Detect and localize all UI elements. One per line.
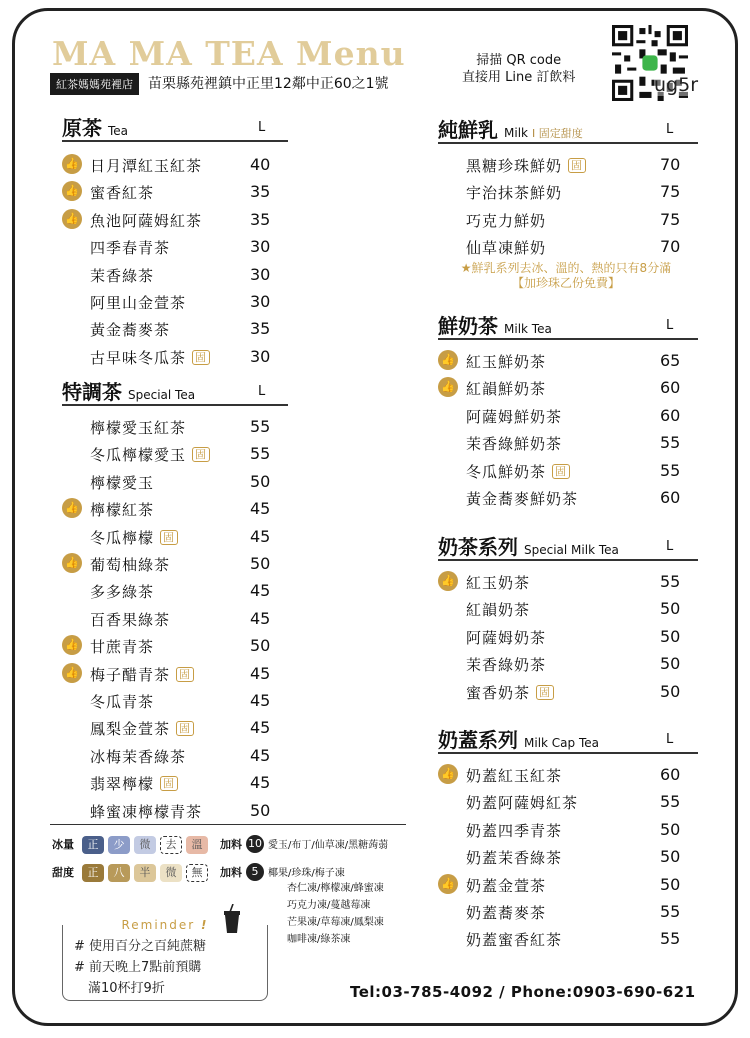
item-name-text: 蜂蜜凍檸檬青茶 bbox=[90, 802, 203, 821]
reminder-line-2: # 前天晚上7點前預購 bbox=[74, 960, 202, 975]
menu-item[interactable] bbox=[62, 468, 288, 495]
item-price: 50 bbox=[660, 681, 681, 701]
addon-items-5-line-3: 芒果凍/草莓凍/鳳梨凍 bbox=[287, 917, 384, 928]
item-name-text: 茉香綠鮮奶茶 bbox=[466, 435, 563, 454]
item-name-text: 奶蓋蜜香紅茶 bbox=[466, 931, 563, 950]
item-price: 65 bbox=[660, 351, 681, 370]
reminder-line-3: 滿10杯打9折 bbox=[88, 981, 165, 996]
sugar-chip[interactable]: 無 bbox=[186, 864, 208, 882]
item-price: 50 bbox=[660, 626, 681, 646]
hot-available-badge: 固 bbox=[192, 350, 210, 365]
item-price: 50 bbox=[250, 636, 271, 656]
sugar-label: 甜度 bbox=[52, 865, 74, 879]
item-price: 45 bbox=[250, 691, 271, 710]
menu-item[interactable] bbox=[62, 660, 288, 687]
item-name bbox=[466, 572, 530, 593]
item-name-text: 紅韻奶茶 bbox=[466, 601, 531, 620]
thumbs-up-icon: 👍 bbox=[62, 209, 82, 229]
item-name-text: 阿薩姆鮮奶茶 bbox=[466, 407, 563, 426]
menu-item[interactable] bbox=[438, 871, 698, 898]
item-price: 45 bbox=[250, 499, 271, 519]
section-subtitle: Special Tea bbox=[128, 388, 196, 402]
addon-price-5: 5 bbox=[246, 863, 264, 881]
addon-items-5 bbox=[287, 880, 384, 948]
item-name-text: 紅玉鮮奶茶 bbox=[466, 353, 547, 371]
item-price: 60 bbox=[660, 378, 681, 398]
thumbs-up-icon: 👍 bbox=[62, 154, 82, 174]
hot-available-badge: 固 bbox=[160, 776, 178, 791]
item-price: 55 bbox=[250, 417, 271, 436]
item-name bbox=[90, 347, 210, 368]
section-subtitle: Milk Cap Tea bbox=[524, 736, 599, 750]
qr-instructions bbox=[462, 52, 575, 86]
ice-chip[interactable]: 正 bbox=[82, 836, 104, 854]
section-title: 純鮮乳 bbox=[438, 118, 498, 142]
thumbs-up-icon: 👍 bbox=[62, 181, 82, 201]
item-name bbox=[90, 691, 154, 712]
menu-item[interactable] bbox=[438, 788, 698, 815]
item-price: 45 bbox=[250, 773, 271, 793]
menu-item[interactable] bbox=[62, 769, 288, 796]
item-price: 30 bbox=[250, 264, 271, 284]
hot-available-badge: 固 bbox=[176, 721, 194, 736]
item-name-text: 蜜香紅茶 bbox=[90, 184, 155, 203]
fresh-milk-note-line-1: ★鮮乳系列去冰、溫的、熱的只有8分滿 bbox=[460, 261, 672, 275]
item-price: 50 bbox=[250, 471, 271, 491]
item-name bbox=[90, 664, 194, 685]
item-name-text: 多多綠茶 bbox=[90, 583, 155, 602]
item-name bbox=[90, 718, 194, 739]
size-label: L bbox=[258, 120, 266, 135]
reminder-lines bbox=[74, 936, 206, 999]
menu-item[interactable] bbox=[438, 816, 698, 843]
size-label: L bbox=[666, 122, 674, 137]
item-price: 50 bbox=[660, 847, 681, 867]
menu-item[interactable] bbox=[62, 413, 288, 440]
menu-item[interactable] bbox=[62, 550, 288, 577]
menu-item[interactable] bbox=[438, 457, 698, 484]
menu-item[interactable] bbox=[438, 151, 698, 178]
item-price: 45 bbox=[250, 663, 271, 683]
addon-label-10: 加料 bbox=[220, 837, 242, 851]
item-name bbox=[466, 929, 562, 950]
size-label: L bbox=[258, 384, 266, 399]
item-name bbox=[90, 609, 170, 630]
thumbs-up-icon: 👍 bbox=[438, 874, 458, 894]
ice-chip[interactable]: 少 bbox=[108, 836, 130, 854]
addon-price-10: 10 bbox=[246, 835, 264, 853]
item-price: 35 bbox=[250, 209, 271, 229]
thumbs-up-icon: 👍 bbox=[438, 571, 458, 591]
item-price: 45 bbox=[250, 718, 271, 738]
menu-item[interactable] bbox=[438, 206, 698, 233]
item-name-text: 翡翠檸檬 bbox=[90, 775, 155, 794]
item-name-text: 黃金蕎麥茶 bbox=[90, 321, 171, 340]
section-title: 奶茶系列 bbox=[438, 535, 518, 559]
item-name-text: 宇治抹茶鮮奶 bbox=[466, 184, 563, 203]
item-name bbox=[466, 237, 546, 258]
menu-item[interactable] bbox=[62, 577, 288, 604]
menu-item[interactable] bbox=[438, 484, 698, 511]
fresh-milk-note bbox=[436, 261, 696, 291]
section-header-milk-tea bbox=[438, 310, 698, 340]
menu-item[interactable] bbox=[62, 206, 288, 233]
menu-item[interactable] bbox=[438, 623, 698, 650]
item-name bbox=[466, 875, 546, 896]
sugar-options bbox=[52, 861, 345, 882]
item-name-text: 奶蓋阿薩姆紅茶 bbox=[466, 794, 579, 813]
ice-chip[interactable]: 微 bbox=[134, 836, 156, 854]
menu-item[interactable] bbox=[438, 650, 698, 677]
thumbs-up-icon: 👍 bbox=[62, 663, 82, 683]
item-price: 75 bbox=[660, 182, 681, 202]
scan-line-2: 直接用 Line 訂飲料 bbox=[462, 70, 576, 85]
fresh-milk-note-line-2: 【加珍珠乙份免費】 bbox=[511, 276, 620, 290]
item-name bbox=[466, 599, 530, 620]
hot-available-badge: 固 bbox=[160, 530, 178, 545]
sugar-chip[interactable]: 八 bbox=[108, 864, 130, 882]
item-name bbox=[90, 527, 178, 548]
item-name bbox=[466, 488, 578, 509]
item-name bbox=[90, 636, 154, 657]
item-name-text: 百香果綠茶 bbox=[90, 610, 171, 629]
item-price: 50 bbox=[250, 554, 271, 573]
section-header-fresh-milk bbox=[438, 114, 698, 144]
item-price: 50 bbox=[660, 874, 681, 894]
item-price: 30 bbox=[250, 346, 271, 366]
thumbs-up-icon: 👍 bbox=[438, 377, 458, 397]
item-name-text: 茉香綠奶茶 bbox=[466, 656, 547, 675]
item-name-text: 黑糖珍珠鮮奶 bbox=[466, 157, 563, 175]
item-name-text: 葡萄柚綠茶 bbox=[90, 556, 171, 574]
item-name-text: 冰梅茉香綠茶 bbox=[90, 747, 187, 766]
item-name-text: 甘蔗青茶 bbox=[90, 638, 155, 657]
item-name-text: 阿薩姆奶茶 bbox=[466, 628, 547, 647]
addon-items-5-line-2: 巧克力凍/蔓越莓凍 bbox=[287, 900, 371, 911]
item-name bbox=[466, 627, 546, 648]
section-subtitle: Milk bbox=[504, 126, 528, 140]
item-price: 55 bbox=[660, 792, 681, 812]
menu-item[interactable] bbox=[62, 714, 288, 741]
section-title: 特調茶 bbox=[62, 380, 122, 404]
section-title: 原茶 bbox=[62, 116, 102, 140]
item-name bbox=[466, 792, 578, 813]
menu-item[interactable] bbox=[62, 687, 288, 714]
item-name bbox=[466, 433, 562, 454]
sugar-chip[interactable]: 正 bbox=[82, 864, 104, 882]
addon-items-5-line-0: 椰果/珍珠/梅子凍 bbox=[268, 868, 345, 879]
item-name-text: 奶蓋四季青茶 bbox=[466, 821, 563, 840]
item-name bbox=[90, 773, 178, 794]
item-name bbox=[466, 847, 562, 868]
item-name-text: 四季春青茶 bbox=[90, 239, 171, 258]
item-price: 60 bbox=[660, 488, 681, 507]
item-name bbox=[466, 654, 546, 675]
menu-item[interactable] bbox=[62, 523, 288, 550]
exclamation-icon: ! bbox=[201, 918, 209, 932]
menu-item[interactable] bbox=[438, 402, 698, 429]
item-price: 45 bbox=[250, 745, 271, 765]
item-name-text: 鳳梨金萱茶 bbox=[90, 720, 171, 739]
item-name bbox=[466, 210, 546, 231]
item-name bbox=[466, 902, 546, 923]
item-name bbox=[90, 801, 202, 822]
item-price: 35 bbox=[250, 182, 271, 202]
item-name bbox=[90, 554, 170, 575]
menu-item[interactable] bbox=[438, 568, 698, 595]
item-name-text: 檸檬愛玉紅茶 bbox=[90, 419, 187, 437]
ice-label: 冰量 bbox=[52, 837, 74, 851]
size-label: L bbox=[666, 318, 674, 333]
item-price: 50 bbox=[250, 800, 271, 820]
menu-item[interactable] bbox=[438, 347, 698, 374]
menu-item[interactable] bbox=[62, 233, 288, 260]
item-name bbox=[90, 265, 154, 286]
section-title: 奶蓋系列 bbox=[438, 728, 518, 752]
menu-item[interactable] bbox=[438, 595, 698, 622]
item-price: 70 bbox=[660, 155, 681, 174]
item-price: 50 bbox=[660, 654, 681, 674]
item-name bbox=[466, 682, 554, 703]
item-name-text: 黃金蕎麥鮮奶茶 bbox=[466, 490, 579, 508]
item-price: 35 bbox=[250, 319, 271, 339]
menu-item[interactable] bbox=[62, 742, 288, 769]
scan-line-1: 掃描 QR code bbox=[476, 53, 562, 68]
menu-item[interactable] bbox=[438, 843, 698, 870]
menu-item[interactable] bbox=[62, 632, 288, 659]
item-price: 55 bbox=[660, 433, 681, 453]
item-name bbox=[90, 237, 170, 258]
drink-cup-icon bbox=[222, 904, 242, 934]
menu-item[interactable] bbox=[62, 288, 288, 315]
menu-item[interactable] bbox=[62, 178, 288, 205]
hot-available-badge: 固 bbox=[536, 685, 554, 700]
addon-items-10: 愛玉/布丁/仙草凍/黑糖蒟蒻 bbox=[268, 840, 389, 851]
menu-item[interactable] bbox=[438, 925, 698, 952]
item-name-text: 仙草凍鮮奶 bbox=[466, 239, 547, 258]
menu-item[interactable] bbox=[62, 797, 288, 824]
item-price: 55 bbox=[660, 902, 681, 921]
ice-chip[interactable]: 溫 bbox=[186, 836, 208, 854]
menu-item[interactable] bbox=[62, 261, 288, 288]
item-price: 50 bbox=[660, 819, 681, 839]
item-price: 60 bbox=[660, 405, 681, 425]
section-subtitle: Special Milk Tea bbox=[524, 543, 619, 557]
item-price: 55 bbox=[250, 444, 271, 464]
menu-item[interactable] bbox=[438, 761, 698, 788]
menu-item[interactable] bbox=[62, 343, 288, 370]
thumbs-up-icon: 👍 bbox=[62, 498, 82, 518]
item-name-text: 古早味冬瓜茶 bbox=[90, 348, 187, 367]
section-header-original bbox=[62, 112, 288, 142]
item-name bbox=[466, 820, 562, 841]
section-title: 鮮奶茶 bbox=[438, 314, 498, 338]
item-price: 30 bbox=[250, 237, 271, 257]
reminder-title-text: Reminder bbox=[121, 918, 196, 932]
hot-available-badge: 固 bbox=[192, 447, 210, 462]
addon-items-5-line-4: 咖啡凍/綠茶凍 bbox=[287, 934, 351, 945]
item-price: 40 bbox=[250, 155, 271, 174]
item-name-text: 阿里山金萱茶 bbox=[90, 294, 187, 312]
section-subtitle: Milk Tea bbox=[504, 322, 552, 336]
hot-available-badge: 固 bbox=[176, 667, 194, 682]
menu-item[interactable] bbox=[438, 233, 698, 260]
item-price: 55 bbox=[660, 929, 681, 949]
item-name-text: 巧克力鮮奶 bbox=[466, 211, 547, 230]
sugar-chip[interactable]: 微 bbox=[160, 864, 182, 882]
item-price: 60 bbox=[660, 765, 681, 784]
thumbs-up-icon: 👍 bbox=[62, 635, 82, 655]
item-name bbox=[90, 155, 202, 176]
thumbs-up-icon: 👍 bbox=[438, 764, 458, 784]
sugar-chip[interactable]: 半 bbox=[134, 864, 156, 882]
item-price: 55 bbox=[660, 460, 681, 480]
hot-available-badge: 固 bbox=[552, 464, 570, 479]
section-subtitle: Tea bbox=[108, 124, 129, 138]
reminder-line-1: # 使用百分之百純蔗糖 bbox=[74, 939, 207, 954]
menu-item[interactable] bbox=[438, 898, 698, 925]
thumbs-up-icon: 👍 bbox=[438, 350, 458, 370]
options-divider bbox=[50, 824, 406, 825]
item-price: 50 bbox=[660, 599, 681, 619]
item-name-text: 奶蓋茉香綠茶 bbox=[466, 849, 563, 868]
item-name-text: 檸檬愛玉 bbox=[90, 473, 155, 492]
item-name-text: 日月潭紅玉紅茶 bbox=[90, 157, 203, 175]
item-name-text: 蜜香奶茶 bbox=[466, 683, 531, 702]
brand-title: MA MA TEA Menu bbox=[52, 34, 406, 73]
item-name bbox=[90, 581, 154, 602]
item-name bbox=[90, 472, 154, 493]
item-name-text: 茉香綠茶 bbox=[90, 266, 155, 285]
item-name bbox=[466, 378, 546, 399]
item-name-text: 紅韻鮮奶茶 bbox=[466, 380, 547, 399]
size-label: L bbox=[666, 539, 674, 554]
section-header-special-milk-tea bbox=[438, 531, 698, 561]
ice-chips bbox=[82, 833, 212, 854]
item-price: 45 bbox=[250, 581, 271, 601]
item-name-text: 奶蓋紅玉紅茶 bbox=[466, 767, 563, 785]
menu-item[interactable] bbox=[62, 151, 288, 178]
item-name bbox=[90, 499, 154, 520]
section-header-milk-cap bbox=[438, 724, 698, 754]
menu-item[interactable] bbox=[62, 605, 288, 632]
item-name-text: 檸檬紅茶 bbox=[90, 501, 155, 520]
item-name bbox=[90, 444, 210, 465]
ice-chip[interactable]: 去 bbox=[160, 836, 182, 854]
menu-item[interactable] bbox=[62, 440, 288, 467]
item-price: 45 bbox=[250, 608, 271, 628]
item-name bbox=[466, 406, 562, 427]
item-price: 45 bbox=[250, 526, 271, 546]
menu-item[interactable] bbox=[438, 429, 698, 456]
section-header-special bbox=[62, 376, 288, 406]
item-name bbox=[90, 746, 186, 767]
item-price: 55 bbox=[660, 572, 681, 591]
item-name bbox=[466, 351, 546, 372]
item-name bbox=[90, 319, 170, 340]
item-name bbox=[90, 417, 186, 438]
hot-available-badge: 固 bbox=[568, 158, 586, 173]
item-name-text: 梅子醋青茶 bbox=[90, 665, 171, 684]
item-name-text: 冬瓜檸檬愛玉 bbox=[90, 446, 187, 465]
contact-info: Tel:03-785-4092 / Phone:0903-690-621 bbox=[350, 983, 696, 1001]
item-price: 30 bbox=[250, 292, 271, 311]
addon-items-5-line-1: 杏仁凍/檸檬凍/蜂蜜凍 bbox=[287, 883, 384, 894]
menu-item[interactable] bbox=[438, 374, 698, 401]
item-name-text: 冬瓜青茶 bbox=[90, 693, 155, 711]
ice-options bbox=[52, 833, 388, 854]
item-name-text: 奶蓋蕎麥茶 bbox=[466, 904, 547, 922]
item-name-text: 冬瓜檸檬 bbox=[90, 528, 155, 547]
shop-address: 苗栗縣苑裡鎮中正里12鄰中正60之1號 bbox=[148, 76, 389, 92]
menu-item[interactable] bbox=[62, 495, 288, 522]
item-name-text: 紅玉奶茶 bbox=[466, 574, 531, 592]
addon-label-5: 加料 bbox=[220, 865, 242, 879]
sugar-chips bbox=[82, 861, 212, 882]
menu-item[interactable] bbox=[438, 178, 698, 205]
item-name bbox=[466, 461, 570, 482]
shop-tag: 紅茶媽媽苑裡店 bbox=[50, 73, 139, 95]
menu-item[interactable] bbox=[62, 315, 288, 342]
item-name bbox=[90, 292, 186, 313]
menu-item[interactable] bbox=[438, 678, 698, 705]
item-price: 75 bbox=[660, 209, 681, 229]
item-price: 70 bbox=[660, 237, 681, 257]
item-name bbox=[466, 155, 586, 176]
size-label: L bbox=[666, 732, 674, 747]
item-name-text: 奶蓋金萱茶 bbox=[466, 876, 547, 895]
line-id: ug5r bbox=[654, 74, 699, 96]
item-name bbox=[466, 765, 562, 786]
item-name-text: 魚池阿薩姆紅茶 bbox=[90, 211, 203, 230]
item-name bbox=[90, 182, 154, 203]
section-note: I 固定甜度 bbox=[531, 127, 583, 140]
item-name-text: 冬瓜鮮奶茶 bbox=[466, 462, 547, 481]
thumbs-up-icon: 👍 bbox=[62, 553, 82, 573]
item-name bbox=[466, 182, 562, 203]
item-name bbox=[90, 210, 202, 231]
